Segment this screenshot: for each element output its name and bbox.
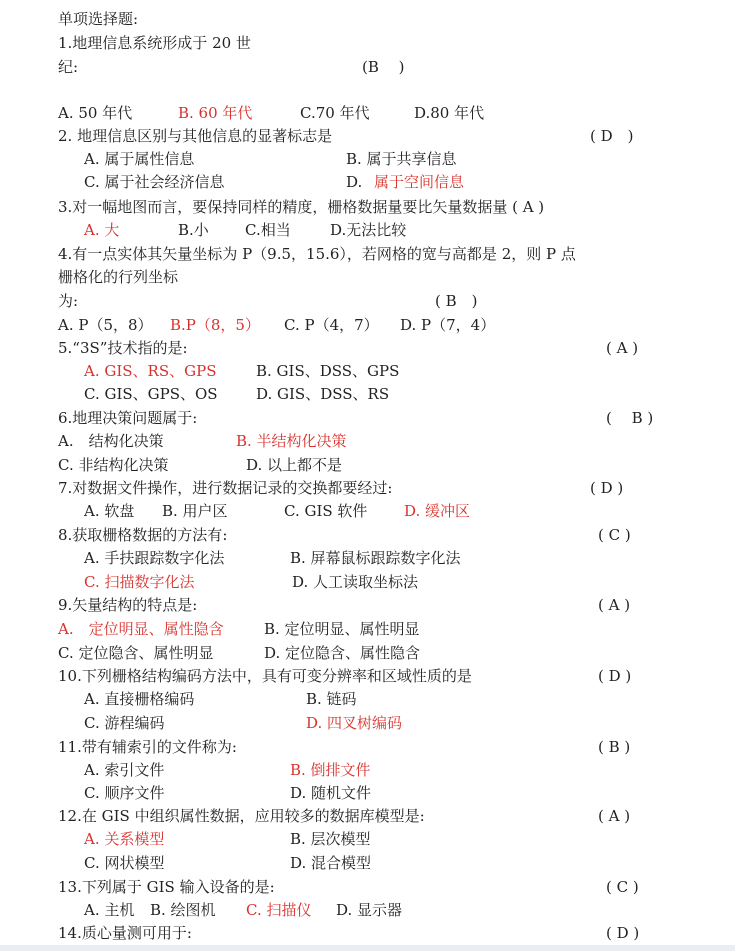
q4-option-c: C. P（4，7）: [284, 316, 379, 334]
q10-option-d-correct: D. 四叉树编码: [306, 714, 403, 732]
q11-answer: ( B ): [598, 738, 631, 756]
q8-option-d: D. 人工读取坐标法: [292, 573, 419, 591]
q4-option-b-correct: B.P（8，5）: [170, 316, 260, 334]
q4-option-a: A. P（5，8）: [58, 316, 153, 334]
q6-option-b-correct: B. 半结构化决策: [236, 432, 347, 450]
q12-option-b: B. 层次模型: [290, 830, 371, 848]
q6-option-d: D. 以上都不是: [246, 456, 343, 474]
q7-option-c: C. GIS 软件: [284, 502, 368, 520]
q1-option-c: C.70 年代: [300, 104, 370, 122]
q10-option-b: B. 链码: [306, 690, 357, 708]
q5-answer: ( A ): [606, 339, 639, 357]
q2-answer: ( D ): [590, 127, 634, 145]
q14-answer: ( D ): [606, 924, 640, 942]
page-bottom-edge: [0, 945, 735, 951]
q6-stem: 6.地理决策问题属于:: [58, 409, 198, 427]
q9-option-b: B. 定位明显、属性明显: [264, 620, 420, 638]
q13-option-a: A. 主机: [84, 901, 135, 919]
q9-option-d: D. 定位隐含、属性隐含: [264, 644, 421, 662]
q1-answer: (B ): [362, 58, 405, 76]
q8-option-a: A. 手扶跟踪数字化法: [84, 549, 225, 567]
q6-answer: ( B ): [606, 409, 654, 427]
q6-option-c: C. 非结构化决策: [58, 456, 169, 474]
q10-option-a: A. 直接栅格编码: [84, 690, 195, 708]
q5-option-b: B. GIS、DSS、GPS: [256, 362, 400, 380]
q13-answer: ( C ): [606, 878, 639, 896]
q10-answer: ( D ): [598, 667, 632, 685]
q2-option-b: B. 属于共享信息: [346, 150, 457, 168]
q2-stem: 2. 地理信息区别与其他信息的显著标志是: [58, 127, 333, 145]
q1-stem-cont: 纪:: [58, 58, 79, 76]
q7-answer: ( D ): [590, 479, 624, 497]
q2-option-c: C. 属于社会经济信息: [84, 173, 225, 191]
q1-option-d: D.80 年代: [414, 104, 485, 122]
q11-stem: 11.带有辅索引的文件称为:: [58, 738, 237, 756]
q3-option-b: B.小: [178, 221, 209, 239]
q4-option-d: D. P（7，4）: [400, 316, 496, 334]
q12-stem: 12.在 GIS 中组织属性数据，应用较多的数据库模型是:: [58, 807, 425, 825]
q12-option-d: D. 混合模型: [290, 854, 372, 872]
q11-option-a: A. 索引文件: [84, 761, 165, 779]
section-heading: 单项选择题:: [58, 10, 139, 28]
q8-option-c-correct: C. 扫描数字化法: [84, 573, 195, 591]
q4-stem-end: 为:: [58, 292, 79, 310]
q5-option-d: D. GIS、DSS、RS: [256, 385, 390, 403]
q9-option-a-correct: A. 定位明显、属性隐含: [58, 620, 224, 638]
q7-option-b: B. 用户区: [162, 502, 228, 520]
q3-option-d: D.无法比较: [330, 221, 407, 239]
q12-option-a-correct: A. 关系模型: [84, 830, 165, 848]
q14-stem: 14.质心量测可用于:: [58, 924, 192, 942]
q7-stem: 7.对数据文件操作，进行数据记录的交换都要经过:: [58, 479, 393, 497]
q9-stem: 9.矢量结构的特点是:: [58, 596, 198, 614]
q6-option-a: A. 结构化决策: [58, 432, 164, 450]
q4-answer: ( B ): [435, 292, 478, 310]
q4-stem-cont: 栅格化的行列坐标: [58, 268, 179, 286]
q2-option-d-prefix: D.: [346, 173, 363, 191]
q5-option-a-correct: A. GIS、RS、GPS: [84, 362, 217, 380]
q5-option-c: C. GIS、GPS、OS: [84, 385, 218, 403]
q10-stem: 10.下列栅格结构编码方法中，具有可变分辨率和区域性质的是: [58, 667, 472, 685]
q10-option-c: C. 游程编码: [84, 714, 165, 732]
q9-answer: ( A ): [598, 596, 631, 614]
q4-stem: 4.有一点实体其矢量坐标为 P（9.5，15.6），若网格的宽与高都是 2，则 P 点: [58, 245, 576, 263]
q7-option-a: A. 软盘: [84, 502, 135, 520]
q11-option-c: C. 顺序文件: [84, 784, 165, 802]
q8-answer: ( C ): [598, 526, 631, 544]
q11-option-d: D. 随机文件: [290, 784, 372, 802]
q13-option-b: B. 绘图机: [150, 901, 216, 919]
q7-option-d-correct: D. 缓冲区: [404, 502, 471, 520]
q13-option-d: D. 显示器: [336, 901, 403, 919]
q12-option-c: C. 网状模型: [84, 854, 165, 872]
q5-stem: 5.“3S”技术指的是:: [58, 339, 188, 357]
q13-stem: 13.下列属于 GIS 输入设备的是:: [58, 878, 275, 896]
q3-option-c: C.相当: [245, 221, 291, 239]
q13-option-c-correct: C. 扫描仪: [246, 901, 312, 919]
q1-option-b-correct: B. 60 年代: [178, 104, 253, 122]
q2-option-a: A. 属于属性信息: [84, 150, 195, 168]
q3-option-a-correct: A. 大: [84, 221, 120, 239]
q11-option-b-correct: B. 倒排文件: [290, 761, 371, 779]
q1-option-a: A. 50 年代: [58, 104, 133, 122]
q8-option-b: B. 屏幕鼠标跟踪数字化法: [290, 549, 461, 567]
q8-stem: 8.获取栅格数据的方法有:: [58, 526, 228, 544]
q12-answer: ( A ): [598, 807, 631, 825]
q9-option-c: C. 定位隐含、属性明显: [58, 644, 214, 662]
q2-option-d-correct: 属于空间信息: [374, 173, 465, 191]
q1-stem: 1.地理信息系统形成于 20 世: [58, 34, 251, 52]
q3-stem: 3.对一幅地图而言，要保持同样的精度，栅格数据量要比矢量数据量 ( A ): [58, 198, 545, 216]
